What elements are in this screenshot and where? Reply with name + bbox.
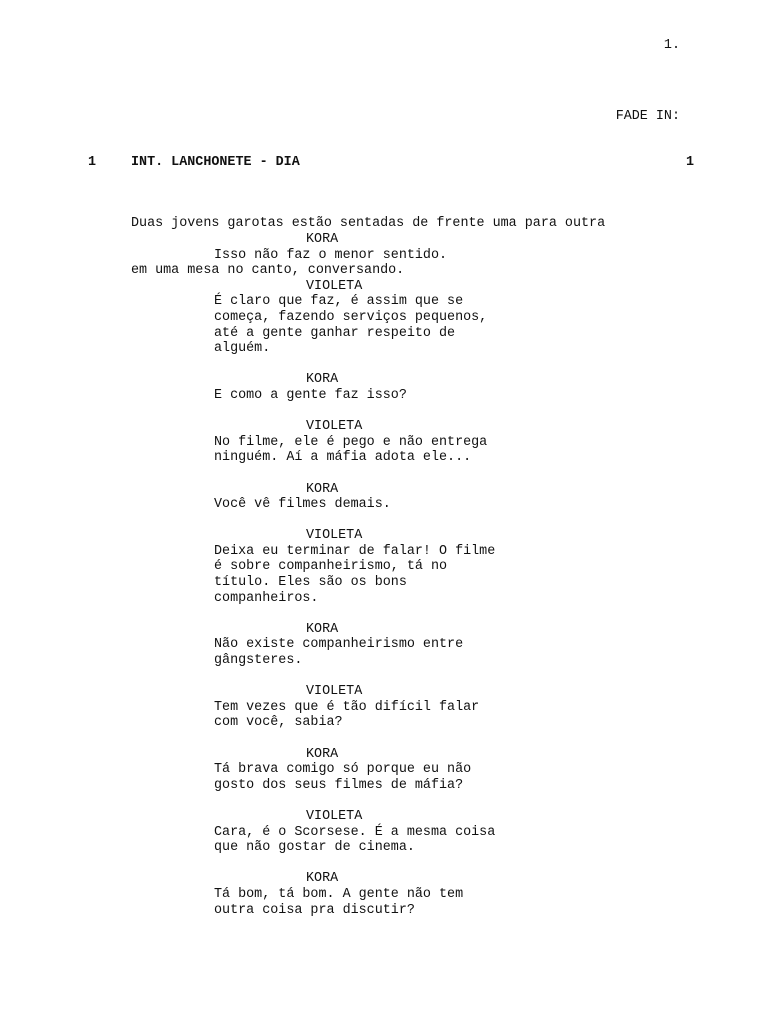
dialogue-block xyxy=(0,482,768,513)
dialogue-line: gângsteres. xyxy=(214,653,303,669)
character-name: KORA xyxy=(306,372,339,388)
dialogue-line: alguém. xyxy=(214,341,271,357)
character-name: KORA xyxy=(306,621,339,637)
dialogue-line: Tá bom, tá bom. A gente não tem xyxy=(214,886,464,902)
dialogue-block xyxy=(0,684,768,731)
dialogue-line: Você vê filmes demais. xyxy=(214,497,391,513)
dialogue-line: começa, fazendo serviços pequenos, xyxy=(214,309,488,325)
character-name: KORA xyxy=(306,232,339,247)
dialogue-line: Tem vezes que é tão difícil falar xyxy=(214,699,480,715)
dialogue-block xyxy=(0,279,768,357)
dialogue-line: companheiros. xyxy=(214,590,319,606)
dialogue-line: ninguém. Aí a máfia adota ele... xyxy=(214,450,472,466)
character-name: VIOLETA xyxy=(306,419,363,435)
dialogue-area xyxy=(0,232,768,934)
dialogue-line: No filme, ele é pego e não entrega xyxy=(214,434,488,450)
dialogue-block xyxy=(0,528,768,606)
scene-heading: INT. LANCHONETE - DIA xyxy=(131,155,300,170)
action-line: em uma mesa no canto, conversando. xyxy=(131,262,405,278)
dialogue-line: até a gente ganhar respeito de xyxy=(214,325,456,341)
dialogue-block xyxy=(0,419,768,466)
character-name: VIOLETA xyxy=(306,528,363,544)
character-name: VIOLETA xyxy=(306,808,363,824)
dialogue-line: E como a gente faz isso? xyxy=(214,387,407,403)
page-number: 1. xyxy=(663,38,680,53)
dialogue-line: Cara, é o Scorsese. É a mesma coisa xyxy=(214,824,496,840)
dialogue-line: Isso não faz o menor sentido. xyxy=(214,247,448,263)
transition-fade-in: FADE IN: xyxy=(615,109,680,124)
dialogue-block xyxy=(0,232,768,263)
dialogue-line: Deixa eu terminar de falar! O filme xyxy=(214,543,496,559)
dialogue-line: Tá brava comigo só porque eu não xyxy=(214,762,472,778)
dialogue-line: com você, sabia? xyxy=(214,715,343,731)
action-line: Duas jovens garotas estão sentadas de frente uma para outra xyxy=(131,216,606,232)
dialogue-line: É claro que faz, é assim que se xyxy=(214,294,464,310)
scene-number-left: 1 xyxy=(88,155,97,170)
character-name: KORA xyxy=(306,871,339,887)
dialogue-block xyxy=(0,809,768,856)
dialogue-line: título. Eles são os bons xyxy=(214,575,407,591)
character-name: VIOLETA xyxy=(306,684,363,700)
dialogue-line: que não gostar de cinema. xyxy=(214,840,415,856)
scene-number-right: 1 xyxy=(686,155,695,170)
dialogue-block xyxy=(0,372,768,403)
dialogue-line: é sobre companheirismo, tá no xyxy=(214,559,448,575)
character-name: KORA xyxy=(306,746,339,762)
character-name: VIOLETA xyxy=(306,278,363,294)
dialogue-block xyxy=(0,871,768,918)
dialogue-block xyxy=(0,747,768,794)
character-name: KORA xyxy=(306,481,339,497)
dialogue-block xyxy=(0,622,768,669)
dialogue-line: outra coisa pra discutir? xyxy=(214,902,415,918)
dialogue-line: gosto dos seus filmes de máfia? xyxy=(214,777,464,793)
dialogue-line: Não existe companheirismo entre xyxy=(214,637,464,653)
